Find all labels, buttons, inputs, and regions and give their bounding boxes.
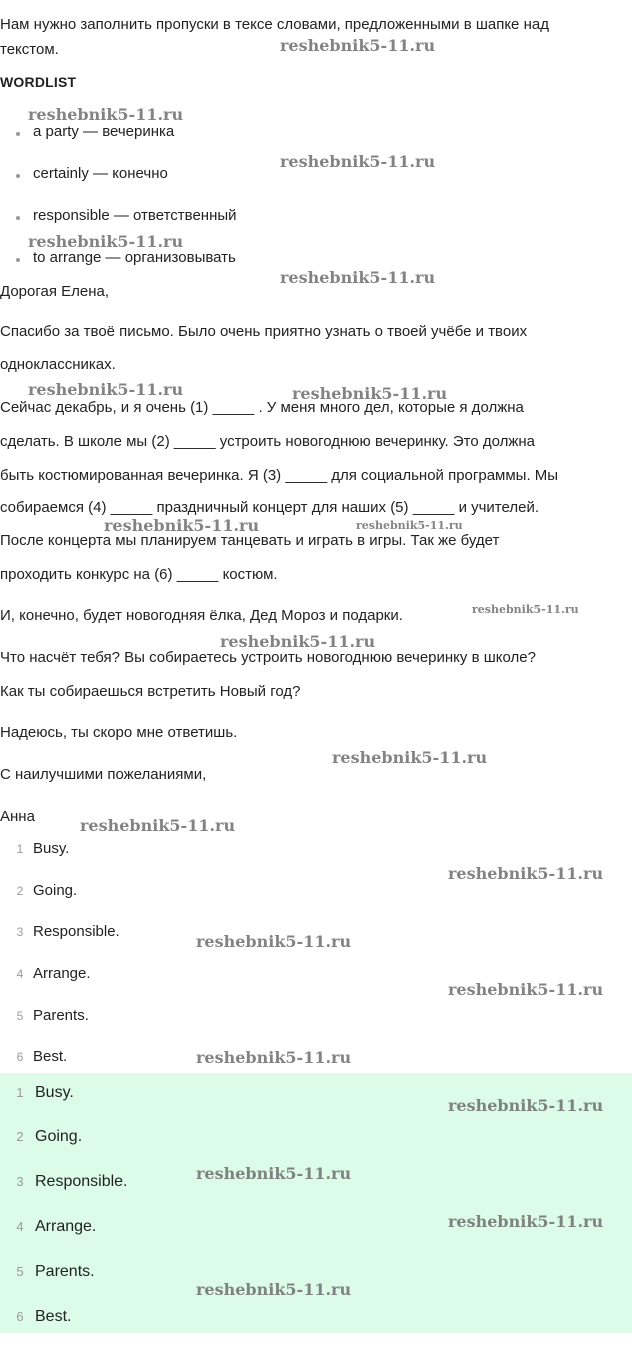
- watermark: reshebnik5-11.ru: [280, 152, 436, 171]
- intro-line-2: текстом.: [0, 41, 59, 58]
- answer-item: Best.: [35, 1308, 72, 1325]
- answer-number: 2: [16, 884, 24, 898]
- answer-number: 1: [16, 842, 24, 856]
- watermark: reshebnik5-11.ru: [472, 603, 579, 616]
- watermark: reshebnik5-11.ru: [196, 1164, 352, 1183]
- letter-p4: Что насчёт тебя? Вы собираетесь устроить новогоднюю вечеринку в школе?: [0, 649, 536, 666]
- letter-greeting: Дорогая Елена,: [0, 283, 110, 300]
- answer-number: 4: [16, 967, 24, 981]
- letter-p6: Надеюсь, ты скоро мне ответишь.: [0, 724, 238, 741]
- answer-number: 4: [16, 1219, 24, 1234]
- watermark: reshebnik5-11.ru: [196, 1048, 352, 1067]
- letter-p3: И, конечно, будет новогодняя ёлка, Дед Мороз и подарки.: [0, 607, 403, 624]
- answer-item: Parents.: [35, 1263, 95, 1280]
- letter-p2-line: собираемся (4) _____ праздничный концерт для наших (5) _____ и учителей.: [0, 499, 539, 516]
- answer-number: 3: [16, 1174, 24, 1189]
- letter-p2-line: быть костюмированная вечеринка. Я (3) _____ для социальной программы. Мы: [0, 467, 559, 484]
- bullet-icon: [16, 174, 20, 178]
- answer-item: Responsible.: [33, 923, 120, 940]
- answer-item: Going.: [35, 1128, 83, 1145]
- answer-number: 3: [16, 925, 24, 939]
- watermark: reshebnik5-11.ru: [104, 516, 260, 535]
- wordlist-item: responsible — ответственный: [33, 207, 237, 224]
- answer-item: Best.: [33, 1048, 68, 1065]
- letter-p2-line: После концерта мы планируем танцевать и играть в игры. Так же будет: [0, 532, 500, 549]
- letter-p2-line: сделать. В школе мы (2) _____ устроить новогоднюю вечеринку. Это должна: [0, 433, 536, 450]
- watermark: reshebnik5-11.ru: [28, 105, 184, 124]
- watermark: reshebnik5-11.ru: [196, 932, 352, 951]
- letter-closing: С наилучшими пожеланиями,: [0, 766, 207, 783]
- bullet-icon: [16, 258, 20, 262]
- watermark: reshebnik5-11.ru: [80, 816, 236, 835]
- answer-item: Parents.: [33, 1007, 89, 1024]
- letter-p1-line: Спасибо за твоё письмо. Было очень приятно узнать о твоей учёбе и твоих: [0, 323, 528, 340]
- watermark: reshebnik5-11.ru: [448, 980, 604, 999]
- letter-p1-line: одноклассниках.: [0, 356, 116, 373]
- watermark: reshebnik5-11.ru: [220, 632, 376, 651]
- answer-number: 1: [16, 1085, 24, 1100]
- answer-number: 5: [16, 1009, 24, 1023]
- watermark: reshebnik5-11.ru: [28, 380, 184, 399]
- wordlist-item: certainly — конечно: [33, 165, 168, 182]
- answer-item: Responsible.: [35, 1173, 128, 1190]
- watermark: reshebnik5-11.ru: [356, 519, 463, 532]
- letter-p2-line: Сейчас декабрь, и я очень (1) _____ . У меня много дел, которые я должна: [0, 399, 524, 416]
- watermark: reshebnik5-11.ru: [28, 232, 184, 251]
- answer-number: 6: [16, 1309, 24, 1324]
- wordlist-heading: WORDLIST: [0, 74, 77, 90]
- answer-item: Busy.: [35, 1084, 74, 1101]
- watermark: reshebnik5-11.ru: [280, 268, 436, 287]
- letter-p5: Как ты собираешься встретить Новый год?: [0, 683, 301, 700]
- answer-number: 2: [16, 1129, 24, 1144]
- bullet-icon: [16, 216, 20, 220]
- letter-signature: Анна: [0, 808, 35, 825]
- watermark: reshebnik5-11.ru: [332, 748, 488, 767]
- watermark: reshebnik5-11.ru: [280, 36, 436, 55]
- intro-line-1: Нам нужно заполнить пропуски в тексе словами, предложенными в шапке над: [0, 16, 549, 33]
- watermark: reshebnik5-11.ru: [448, 1096, 604, 1115]
- answer-number: 5: [16, 1264, 24, 1279]
- watermark: reshebnik5-11.ru: [292, 384, 448, 403]
- answer-item: Busy.: [33, 840, 70, 857]
- answer-number: 6: [16, 1050, 24, 1064]
- answer-item: Arrange.: [33, 965, 91, 982]
- watermark: reshebnik5-11.ru: [448, 864, 604, 883]
- bullet-icon: [16, 132, 20, 136]
- wordlist-item: to arrange — организовывать: [33, 249, 236, 266]
- watermark: reshebnik5-11.ru: [196, 1280, 352, 1299]
- letter-p2-line: проходить конкурс на (6) _____ костюм.: [0, 566, 278, 583]
- answer-item: Going.: [33, 882, 78, 899]
- answer-item: Arrange.: [35, 1218, 97, 1235]
- wordlist-item: a party — вечеринка: [33, 123, 175, 140]
- watermark: reshebnik5-11.ru: [448, 1212, 604, 1231]
